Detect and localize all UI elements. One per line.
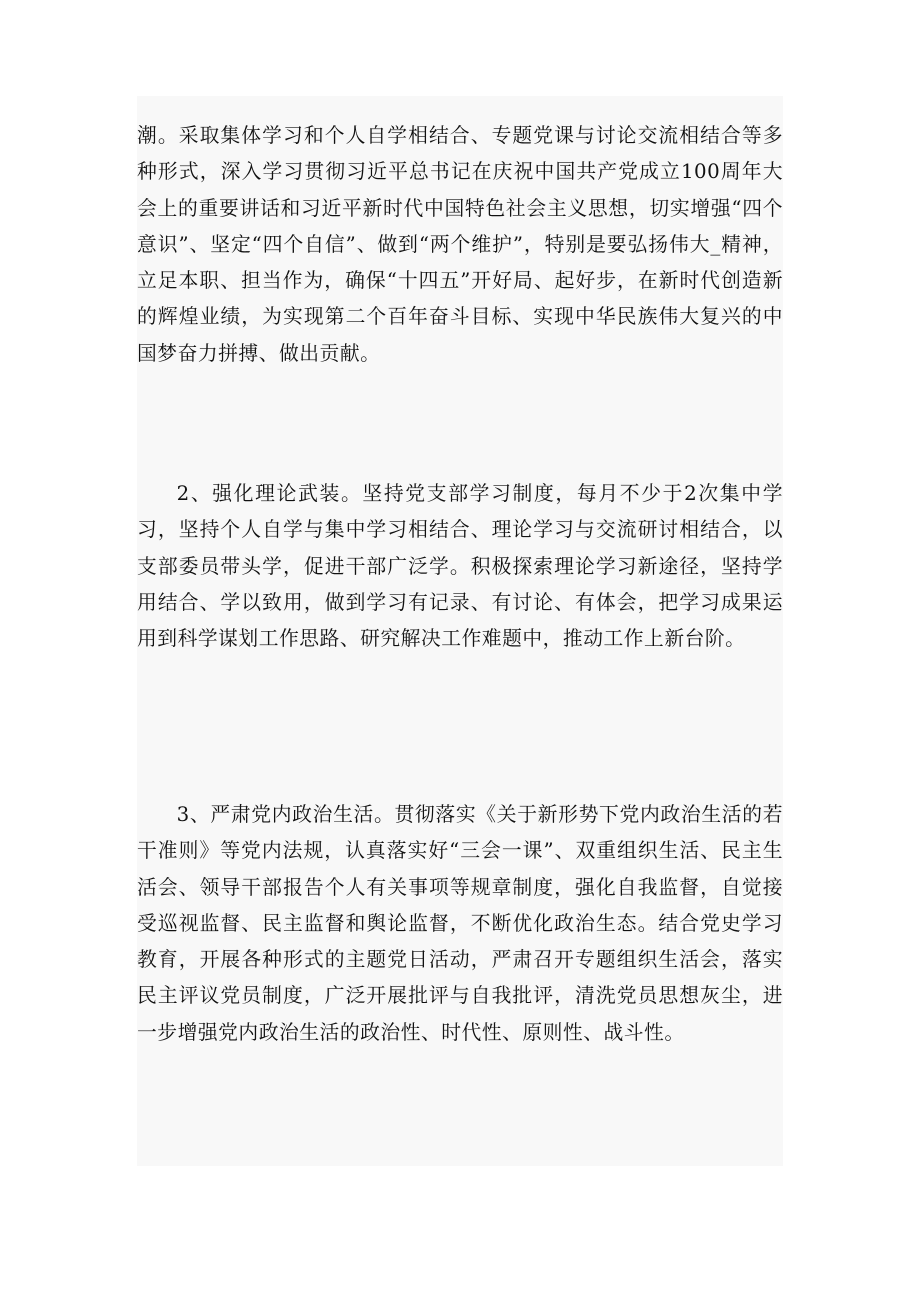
- document-page: [137, 96, 783, 1166]
- paragraph-continuation: 潮。采取集体学习和个人自学相结合、专题党课与讨论交流相结合等多种形式，深入学习贯彻习近平总书记在庆祝中国共产党成立100周年大会上的重要讲话和习近平新时代中国特色社会主义思想，切实增强“四个意识”、坚定“四个自信”、做到“两个维护”，特别是要弘扬伟大_精神，立足本职、担当作为，确保“十四五”开好局、起好步，在新时代创造新的辉煌业绩，为实现第二个百年奋斗目标、实现中华民族伟大复兴的中国梦奋力拼搏、做出贡献。: [137, 124, 783, 365]
- paragraph-party-political-life: 3、严肃党内政治生活。贯彻落实《关于新形势下党内政治生活的若干准则》等党内法规，认真落实好“三会一课”、双重组织生活、民主生活会、领导干部报告个人有关事项等规章制度，强化自我监督，自觉接受巡视监督、民主监督和舆论监督，不断优化政治生态。结合党史学习教育，开展各种形式的主题党日活动，严肃召开专题组织生活会，落实民主评议党员制度，广泛开展批评与自我批评，清洗党员思想灰尘，进一步增强党内政治生活的政治性、时代性、原则性、战斗性。: [137, 803, 783, 1044]
- paragraph-strengthen-theory: 2、强化理论武装。坚持党支部学习制度，每月不少于2次集中学习，坚持个人自学与集中学习相结合、理论学习与交流研讨相结合，以支部委员带头学，促进干部广泛学。积极探索理论学习新途径，坚持学用结合、学以致用，做到学习有记录、有讨论、有体会，把学习成果运用到科学谋划工作思路、研究解决工作难题中，推动工作上新台阶。: [137, 482, 783, 651]
